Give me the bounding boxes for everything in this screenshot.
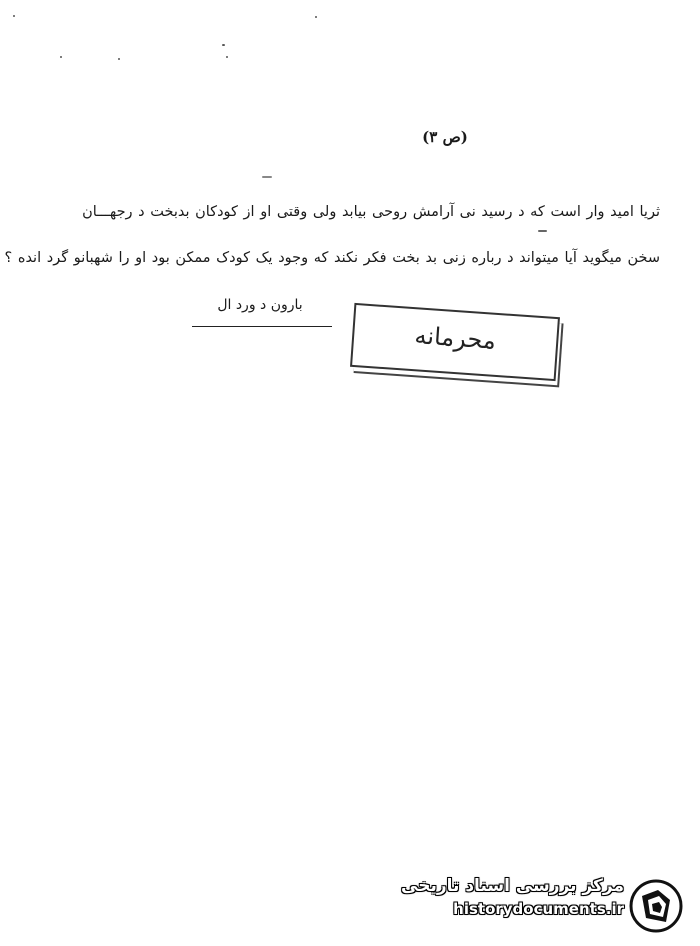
page-number: (ص ٣) bbox=[422, 128, 468, 146]
scan-speck bbox=[118, 58, 120, 60]
watermark-url: historydocuments.ir bbox=[453, 900, 624, 918]
scan-speck bbox=[60, 56, 62, 58]
scan-speck bbox=[222, 44, 225, 46]
body-text-line: سخن میگوید آیا میتواند د رباره زنی بد بخت فکر نکند که وجود یک کودک ممکن بود او را شهبانو گرد انده ؟ bbox=[4, 250, 660, 266]
scan-speck bbox=[538, 230, 547, 232]
signature-underline bbox=[192, 326, 332, 327]
scan-speck bbox=[13, 15, 15, 17]
scan-speck bbox=[262, 176, 272, 178]
watermark-name: مرکز بررسی اسناد تاریخی bbox=[401, 876, 624, 896]
watermark bbox=[398, 876, 688, 936]
stamp-text: محرمانه bbox=[413, 321, 497, 355]
confidential-stamp bbox=[350, 303, 560, 381]
scan-speck bbox=[315, 16, 317, 18]
scan-speck bbox=[226, 56, 228, 58]
signature: بارون د ورد ال bbox=[217, 297, 303, 313]
watermark-text bbox=[384, 876, 624, 918]
body-text-line: ثریا امید وار است که د رسید نی آرامش روحی بیابد ولی وقتی او از کودکان بدبخت د رجهـــان bbox=[82, 204, 660, 220]
archive-logo-icon bbox=[628, 878, 684, 934]
